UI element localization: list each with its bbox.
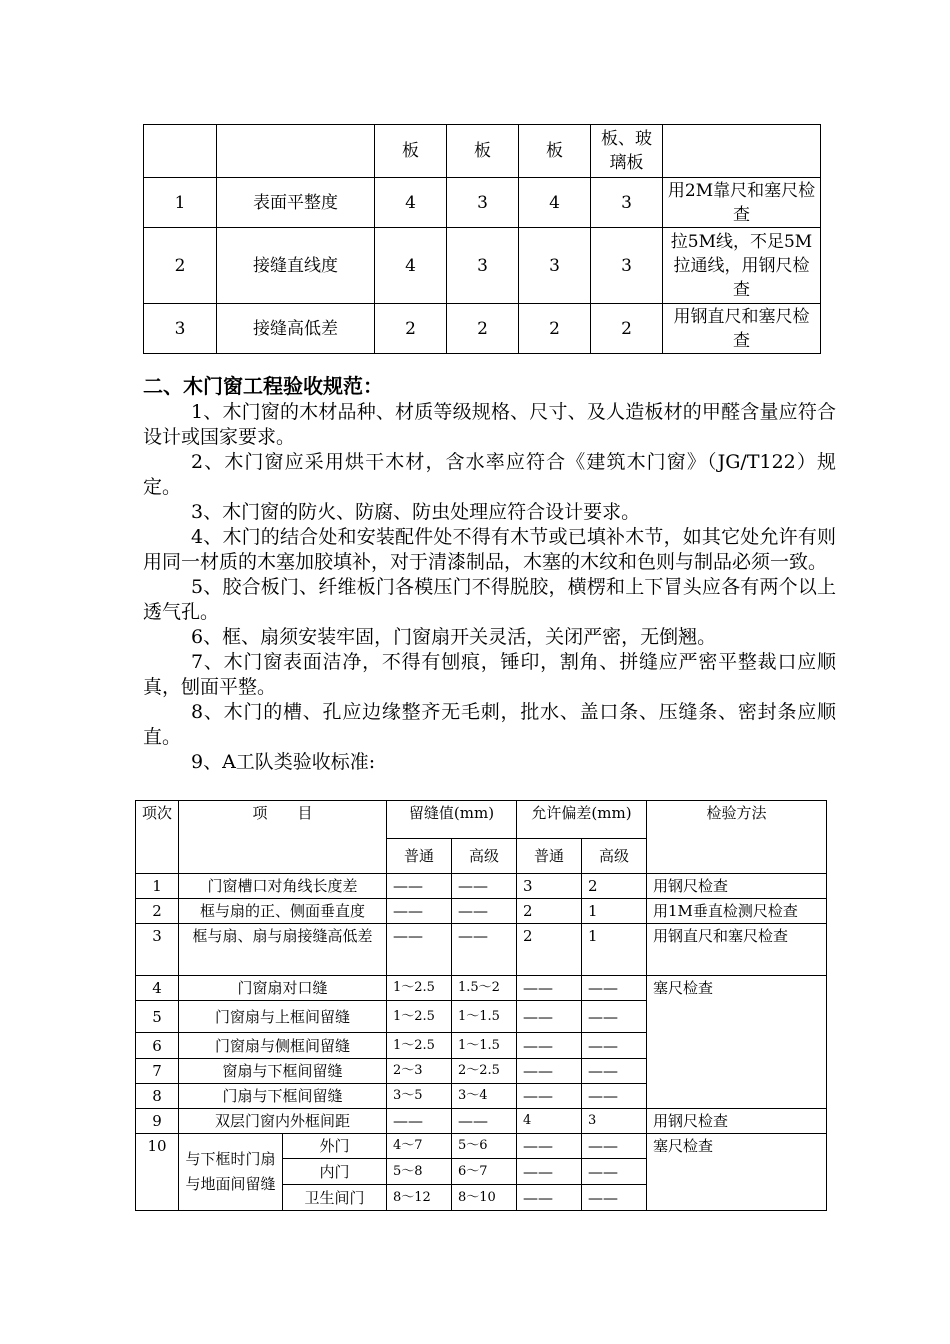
row-tol-normal: ——: [517, 976, 582, 1001]
row-gap-normal: 1～2.5: [387, 976, 452, 1001]
row-item: 门窗扇与上框间留缝: [179, 1001, 387, 1033]
row-tol-normal: ——: [517, 1159, 582, 1185]
row-method: 用钢尺检查: [647, 874, 827, 899]
row-number: 4: [136, 976, 179, 1001]
row-gap-high: ——: [452, 924, 517, 976]
row-number: 7: [136, 1059, 179, 1084]
row-gap-high: 3～4: [452, 1084, 517, 1109]
table-cell: 板: [375, 125, 447, 178]
row-value: 3: [447, 178, 519, 228]
row-method: 用钢直尺和塞尺检查: [647, 924, 827, 976]
header-tolerance: 允许偏差(mm): [517, 801, 647, 839]
row-tol-high: 1: [582, 899, 647, 924]
row-item: 窗扇与下框间留缝: [179, 1059, 387, 1084]
row-gap-normal: 5～8: [387, 1159, 452, 1185]
row-item: 门窗槽口对角线长度差: [179, 874, 387, 899]
paragraph: 8、木门的槽、孔应边缘整齐无毛刺，批水、盖口条、压缝条、密封条应顺直。: [143, 701, 836, 748]
paragraph: 5、胶合板门、纤维板门各模压门不得脱胶，横楞和上下冒头应各有两个以上透气孔。: [143, 576, 836, 623]
row-tol-normal: ——: [517, 1033, 582, 1059]
row-subitem: 卫生间门: [283, 1185, 387, 1211]
row-tol-normal: ——: [517, 1185, 582, 1211]
row-value: 3: [591, 228, 663, 304]
row-number: 1: [144, 178, 217, 228]
row-gap-high: 8～10: [452, 1185, 517, 1211]
row-item: 接缝直线度: [217, 228, 375, 304]
row-gap-normal: ——: [387, 899, 452, 924]
row-tol-normal: ——: [517, 1001, 582, 1033]
row-gap-normal: 2～3: [387, 1059, 452, 1084]
table-row: [144, 304, 821, 354]
table-row: [144, 178, 821, 228]
row-method: 用钢尺检查: [647, 1109, 827, 1134]
paragraph: 4、木门的结合处和安装配件处不得有木节或已填补木节，如其它处允许有则用同一材质的木塞加胶填补，对于清漆制品，木塞的木纹和色则与制品必须一致。: [143, 526, 836, 573]
table-cell: [144, 125, 217, 178]
row-item: 门窗扇与侧框间留缝: [179, 1033, 387, 1059]
table-row: [144, 228, 821, 304]
row-item: 表面平整度: [217, 178, 375, 228]
section-heading: 二、木门窗工程验收规范：: [143, 374, 383, 398]
row-tol-high: ——: [582, 1084, 647, 1109]
header-high: 高级: [582, 839, 647, 874]
row-value: 3: [519, 228, 591, 304]
row-tol-normal: ——: [517, 1134, 582, 1159]
row-tol-normal: ——: [517, 1084, 582, 1109]
row-item: 门扇与下框间留缝: [179, 1084, 387, 1109]
row-gap-normal: 1～2.5: [387, 1033, 452, 1059]
row-number: 1: [136, 874, 179, 899]
paragraph: 6、框、扇须安装牢固，门窗扇开关灵活，关闭严密，无倒翘。: [191, 626, 717, 648]
row-tol-high: 1: [582, 924, 647, 976]
row-gap-normal: ——: [387, 924, 452, 976]
row-tol-normal: 4: [517, 1109, 582, 1134]
row-gap-high: ——: [452, 874, 517, 899]
row-subitem: 内门: [283, 1159, 387, 1185]
header-high: 高级: [452, 839, 517, 874]
table-row: [136, 976, 827, 1001]
row-value: 2: [519, 304, 591, 354]
row-method: 塞尺检查: [647, 976, 827, 1109]
table-cell: 板、玻璃板: [591, 125, 663, 178]
row-gap-normal: 3～5: [387, 1084, 452, 1109]
row-method: 用1M垂直检测尺检查: [647, 899, 827, 924]
specification-text: [143, 400, 836, 775]
row-value: 2: [375, 304, 447, 354]
row-item: 门窗扇对口缝: [179, 976, 387, 1001]
row-tol-high: ——: [582, 1134, 647, 1159]
row-method: 拉5M线，不足5M拉通线，用钢尺检查: [663, 228, 821, 304]
header-item-no: 项次: [136, 801, 179, 874]
row-number: 2: [136, 899, 179, 924]
row-number: 2: [144, 228, 217, 304]
paragraph: 2、木门窗应采用烘干木材，含水率应符合《建筑木门窗》（JG/T122）规定。: [143, 451, 836, 498]
row-gap-normal: 4～7: [387, 1134, 452, 1159]
paragraph: 1、木门窗的木材品种、材质等级规格、尺寸、及人造板材的甲醛含量应符合设计或国家要求。: [143, 401, 836, 448]
row-value: 4: [375, 228, 447, 304]
row-tol-normal: 2: [517, 924, 582, 976]
row-tol-high: 3: [582, 1109, 647, 1134]
header-normal: 普通: [517, 839, 582, 874]
row-gap-high: 1.5～2: [452, 976, 517, 1001]
row-method: 塞尺检查: [647, 1134, 827, 1211]
table-row: [136, 1109, 827, 1134]
row-group-item: 与下框时门扇与地面间留缝: [179, 1134, 283, 1211]
table-row: [136, 924, 827, 976]
table-row: [136, 1134, 827, 1159]
row-gap-high: 1～1.5: [452, 1001, 517, 1033]
row-tol-high: ——: [582, 1059, 647, 1084]
row-item: 框与扇、扇与扇接缝高低差: [179, 924, 387, 976]
table-cell: [663, 125, 821, 178]
row-item: 双层门窗内外框间距: [179, 1109, 387, 1134]
row-method: 用2M靠尺和塞尺检查: [663, 178, 821, 228]
row-tol-high: 2: [582, 874, 647, 899]
paragraph: 9、A工队类验收标准:: [191, 751, 376, 773]
row-number: 9: [136, 1109, 179, 1134]
row-value: 3: [591, 178, 663, 228]
table-cell: [217, 125, 375, 178]
row-number: 6: [136, 1033, 179, 1059]
row-number: 3: [144, 304, 217, 354]
row-subitem: 外门: [283, 1134, 387, 1159]
row-item: 框与扇的正、侧面垂直度: [179, 899, 387, 924]
row-gap-normal: 8～12: [387, 1185, 452, 1211]
header-normal: 普通: [387, 839, 452, 874]
row-gap-high: 1～1.5: [452, 1033, 517, 1059]
row-gap-high: ——: [452, 899, 517, 924]
row-tol-high: ——: [582, 976, 647, 1001]
row-value: 3: [447, 228, 519, 304]
header-method: 检验方法: [647, 801, 827, 874]
row-value: 2: [591, 304, 663, 354]
row-gap-high: 6～7: [452, 1159, 517, 1185]
row-number: 5: [136, 1001, 179, 1033]
tile-tolerance-table: [143, 124, 821, 354]
row-item: 接缝高低差: [217, 304, 375, 354]
paragraph: 7、木门窗表面洁净，不得有刨痕，锤印，割角、拼缝应严密平整裁口应顺真，刨面平整。: [143, 651, 836, 698]
row-tol-high: ——: [582, 1001, 647, 1033]
table-header-row: [136, 801, 827, 839]
header-gap: 留缝值(mm): [387, 801, 517, 839]
row-tol-normal: 2: [517, 899, 582, 924]
row-gap-high: ——: [452, 1109, 517, 1134]
door-window-acceptance-table: [135, 800, 827, 1211]
row-value: 4: [375, 178, 447, 228]
row-tol-high: ——: [582, 1185, 647, 1211]
row-gap-normal: 1～2.5: [387, 1001, 452, 1033]
row-tol-high: ——: [582, 1159, 647, 1185]
row-number: 8: [136, 1084, 179, 1109]
table-row: [136, 874, 827, 899]
row-method: 用钢直尺和塞尺检查: [663, 304, 821, 354]
row-number: 3: [136, 924, 179, 976]
row-gap-normal: ——: [387, 1109, 452, 1134]
paragraph: 3、木门窗的防火、防腐、防虫处理应符合设计要求。: [191, 501, 641, 523]
table-cell: 板: [519, 125, 591, 178]
header-item: 项 目: [179, 801, 387, 874]
row-value: 4: [519, 178, 591, 228]
row-tol-normal: ——: [517, 1059, 582, 1084]
table-row: [136, 899, 827, 924]
table-header-row: [144, 125, 821, 178]
row-gap-high: 5～6: [452, 1134, 517, 1159]
row-tol-normal: 3: [517, 874, 582, 899]
row-number: 10: [136, 1134, 179, 1211]
row-gap-normal: ——: [387, 874, 452, 899]
row-gap-high: 2～2.5: [452, 1059, 517, 1084]
row-value: 2: [447, 304, 519, 354]
table-cell: 板: [447, 125, 519, 178]
row-tol-high: ——: [582, 1033, 647, 1059]
